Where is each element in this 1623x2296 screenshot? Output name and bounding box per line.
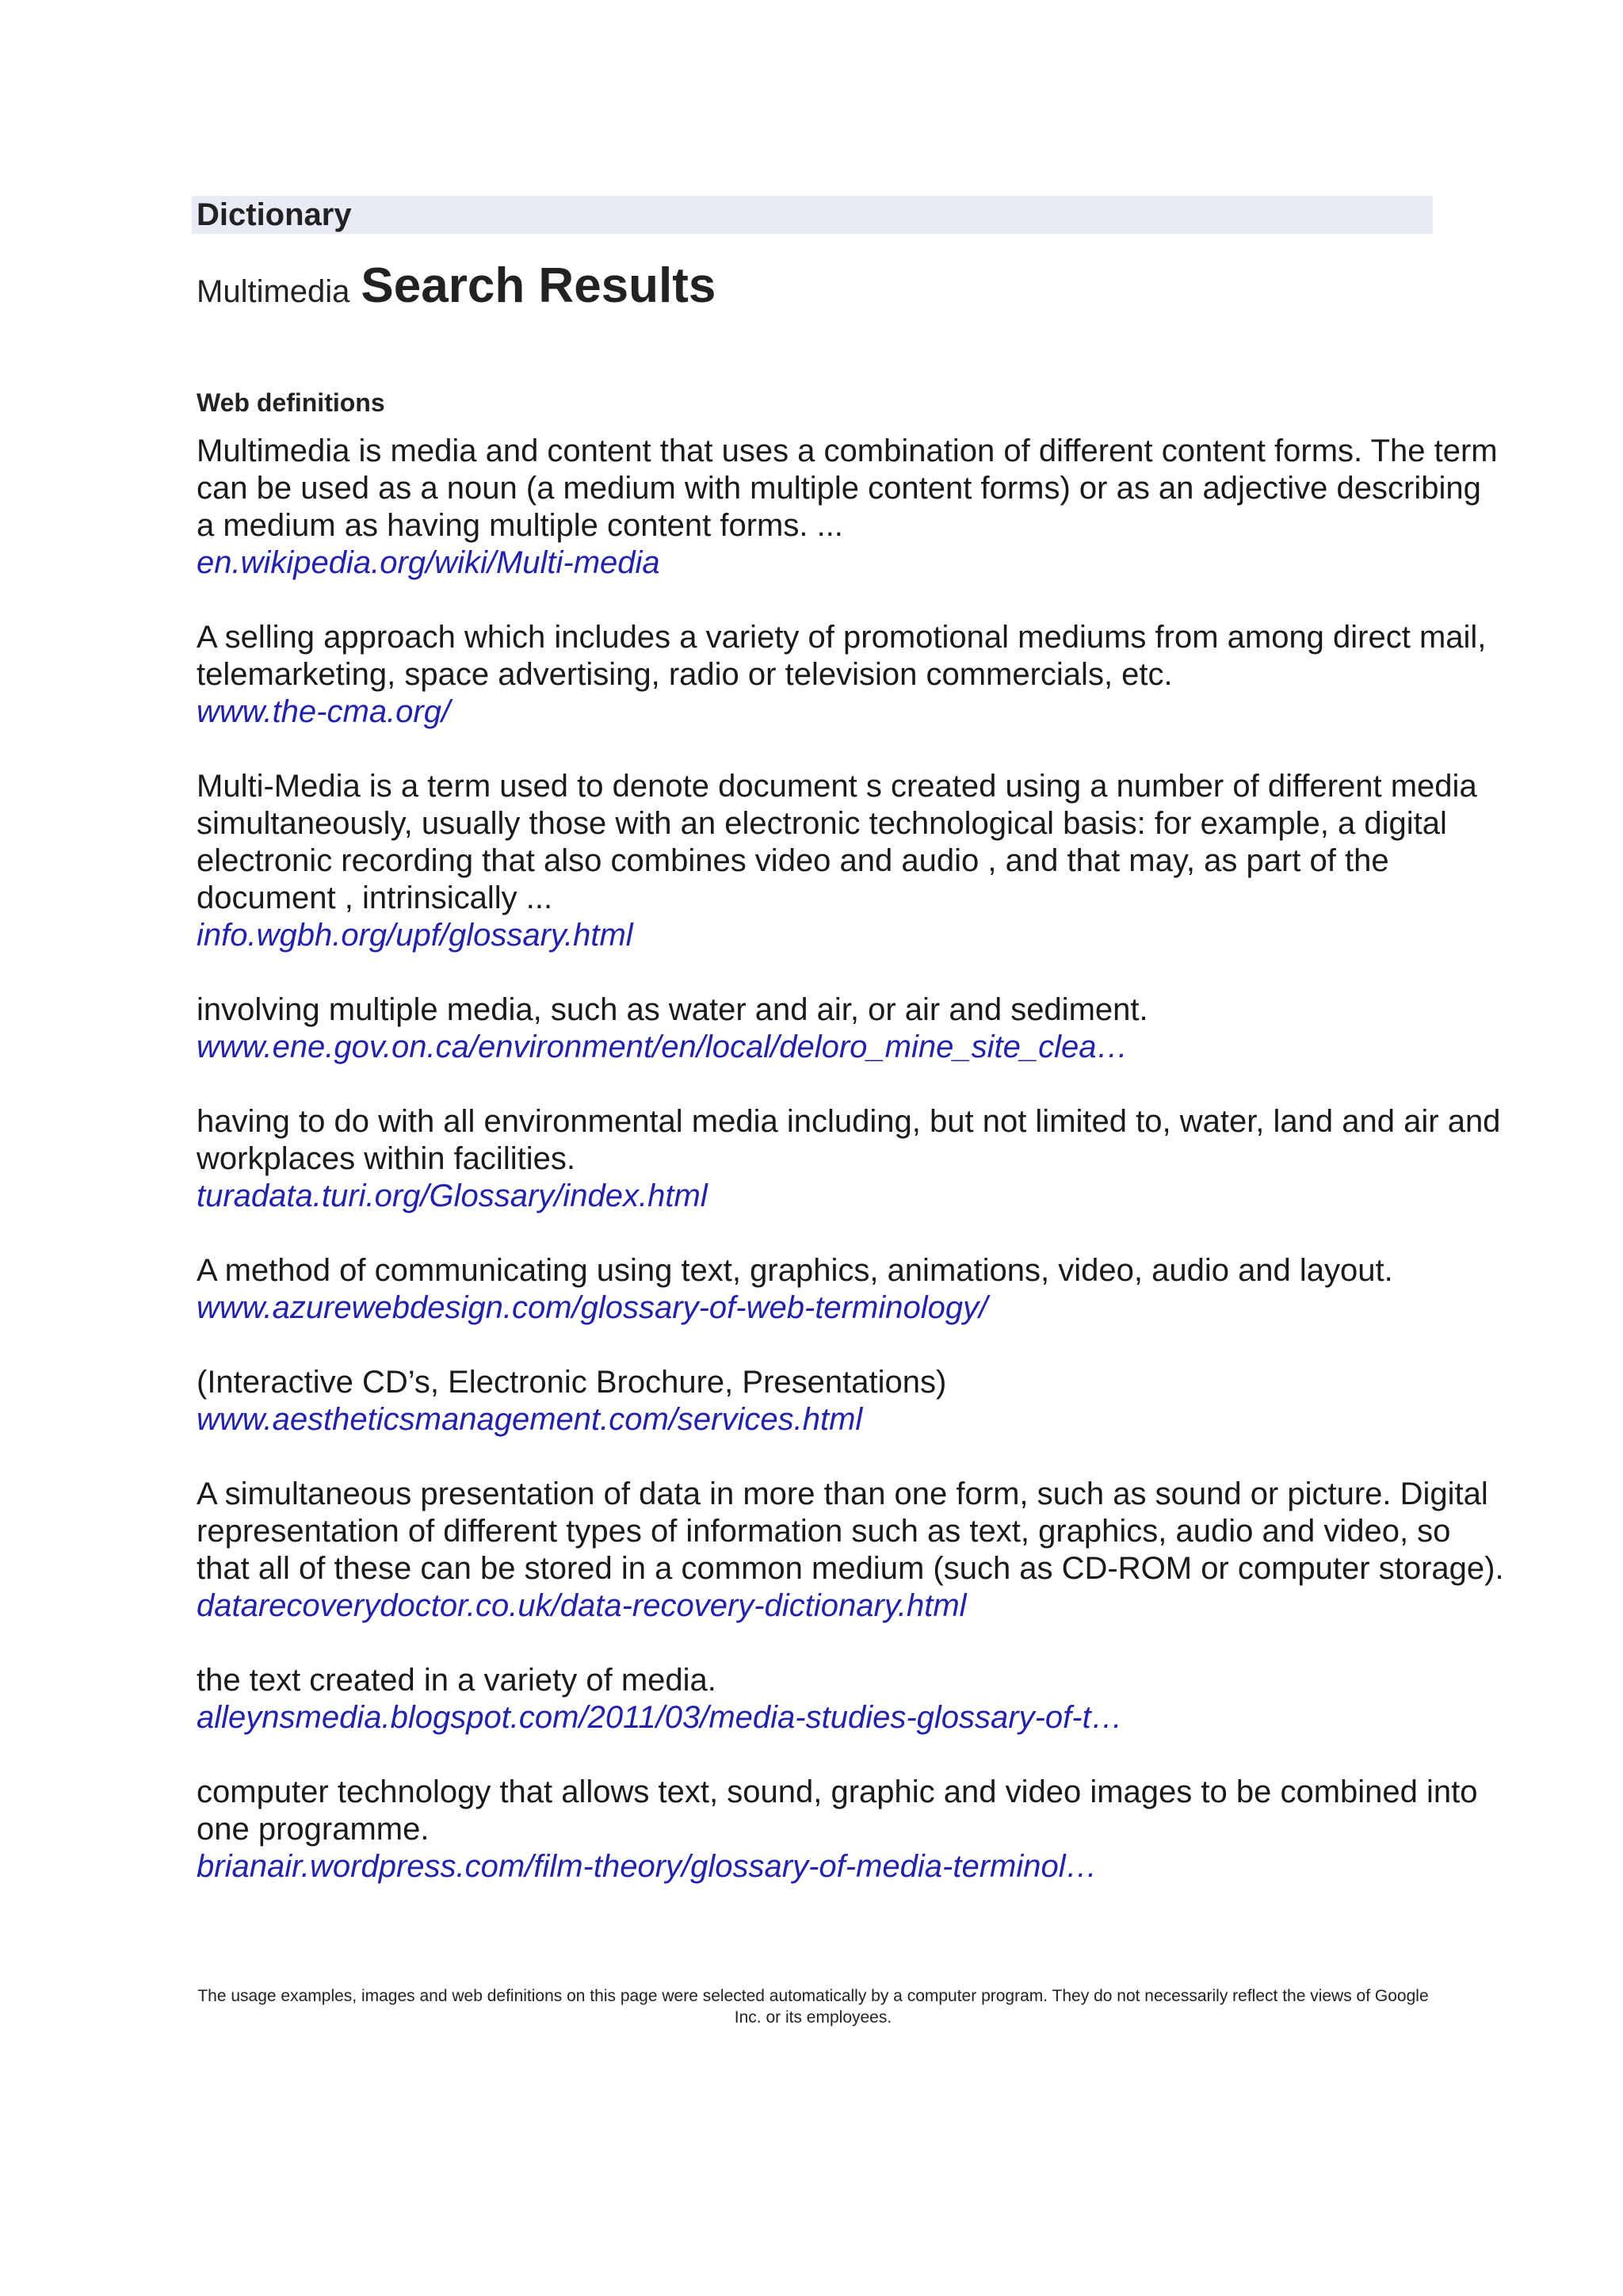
- dictionary-title: Dictionary: [197, 197, 352, 232]
- definition-source-link[interactable]: www.the-cma.org/: [197, 694, 451, 729]
- definition-source-link[interactable]: datarecoverydoctor.co.uk/data-recovery-dictionary.html: [197, 1588, 967, 1623]
- page-title: Search Results: [361, 258, 716, 313]
- definition-text: involving multiple media, such as water and air, or air and sediment.: [197, 992, 1148, 1027]
- definition-text: computer technology that allows text, sound, graphic and video images to be combined into one programme.: [197, 1775, 1478, 1847]
- definition-text: (Interactive CD’s, Electronic Brochure, Presentations): [197, 1365, 947, 1400]
- definition-source-link[interactable]: info.wgbh.org/upf/glossary.html: [197, 918, 633, 953]
- definition-text: Multimedia is media and content that uses a combination of different content forms. The term can be used as a noun (a medium with multiple content forms) or as an adjective describing a medium as having multiple content forms. ...: [197, 434, 1498, 543]
- definition-text: Multi-Media is a term used to denote document s created using a number of different media simultaneously, usually those with an electronic technological basis: for example, a digital electronic recording that also combines video and audio , and that may, as part of the document , intrinsically ...: [197, 769, 1477, 915]
- definition-source-link[interactable]: brianair.wordpress.com/film-theory/glossary-of-media-terminol…: [197, 1849, 1098, 1884]
- definition-item: [197, 1774, 1504, 1885]
- definition-source-link[interactable]: www.aestheticsmanagement.com/services.html: [197, 1402, 863, 1437]
- definition-text: A simultaneous presentation of data in more than one form, such as sound or picture. Digital representation of different types of information such as text, graphics, audio and video, so that all of these can be stored in a common medium (such as CD-ROM or computer storage).: [197, 1477, 1504, 1586]
- definition-item: [197, 991, 1504, 1066]
- definition-source-link[interactable]: www.azurewebdesign.com/glossary-of-web-terminology/: [197, 1290, 988, 1325]
- definition-text: A method of communicating using text, graphics, animations, video, audio and layout.: [197, 1253, 1393, 1288]
- definition-source-link[interactable]: www.ene.gov.on.ca/environment/en/local/deloro_mine_site_clea…: [197, 1030, 1128, 1064]
- web-definitions-label: Web definitions: [197, 388, 385, 417]
- definition-item: [197, 1103, 1504, 1215]
- definition-text: having to do with all environmental media including, but not limited to, water, land and air and workplaces within facilities.: [197, 1104, 1501, 1176]
- definition-item: [197, 1476, 1504, 1625]
- definition-list: [197, 433, 1504, 1923]
- definition-item: [197, 768, 1504, 954]
- definition-source-link[interactable]: turadata.turi.org/Glossary/index.html: [197, 1179, 708, 1213]
- definition-item: [197, 1252, 1504, 1327]
- footer-disclaimer: The usage examples, images and web definitions on this page were selected automatically by a computer program. They do not necessarily reflect the views of Google Inc. or its employees.: [197, 1987, 1429, 2027]
- search-title: [197, 258, 716, 313]
- definition-source-link[interactable]: en.wikipedia.org/wiki/Multi-media: [197, 545, 660, 580]
- definition-text: A selling approach which includes a variety of promotional mediums from among direct mail, telemarketing, space advertising, radio or television commercials, etc.: [197, 620, 1487, 692]
- definition-item: [197, 1364, 1504, 1438]
- search-query: Multimedia: [197, 274, 350, 309]
- definition-source-link[interactable]: alleynsmedia.blogspot.com/2011/03/media-studies-glossary-of-t…: [197, 1700, 1123, 1735]
- definition-item: [197, 1662, 1504, 1736]
- definition-item: [197, 619, 1504, 731]
- definition-text: the text created in a variety of media.: [197, 1663, 716, 1698]
- definition-item: [197, 433, 1504, 582]
- dictionary-header-bar: [192, 196, 1433, 234]
